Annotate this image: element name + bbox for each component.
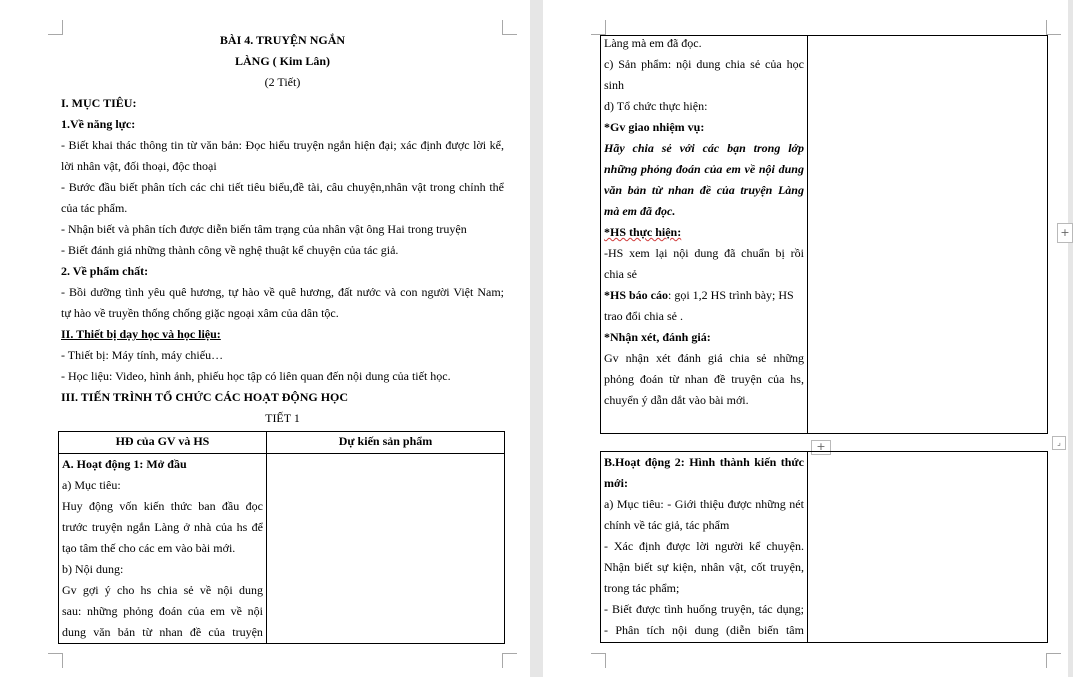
paragraph: - Nhận biết và phân tích được diễn biến tâm trạng của nhân vật ông Hai trong truyện [61,222,467,236]
activity-table-part-b [600,451,1048,643]
table-line: chia sẻ [604,267,637,281]
table-line: *HS báo cáo: gọi 1,2 HS trình bày; HS [604,288,794,302]
document-page-left [0,0,530,677]
table-line: a) Mục tiêu: - Giới thiệu được những nét [604,497,804,511]
paragraph: - Thiết bị: Máy tính, máy chiếu… [61,348,224,362]
table-line: Gv gợi ý cho hs chia sẻ về nội dung [62,583,263,597]
table-line: a) Mục tiêu: [62,478,121,492]
table-line: chuyển ý dẫn dắt vào bài mới. [604,393,749,407]
subsection-competence: 1.Về năng lực: [61,117,136,131]
section-heading-equipment: II. Thiết bị dạy học và học liệu: [61,327,221,341]
table-line: những phỏng đoán của em về nội dung [604,162,804,176]
table-line: d) Tổ chức thực hiện: [604,99,708,113]
crop-mark [502,653,517,668]
section-heading-process: III. TIẾN TRÌNH TỔ CHỨC CÁC HOẠT ĐỘNG HỌC [61,390,349,404]
paragraph: tự hào về truyền thống chống giặc ngoại xâm của dân tộc. [61,306,339,320]
table-line: trước truyện ngắn Làng ở nhà của hs để [62,520,263,534]
paragraph: của tác phẩm. [61,201,128,215]
table-cell-activities[interactable] [601,452,808,643]
table-line: A. Hoạt động 1: Mở đầu [62,457,187,471]
lesson-subtitle: LÀNG ( Kim Lân) [234,54,330,68]
table-line: -HS xem lại nội dung đã chuẩn bị rồi [604,246,804,260]
table-line: *Nhận xét, đánh giá: [604,330,711,344]
section-heading-objectives: I. MỤC TIÊU: [61,96,137,110]
table-line: sau: những phỏng đoán của em về nội [62,604,263,618]
table-line: dung văn bản từ nhan đề của truyện [62,625,263,639]
table-line: mà em đã đọc. [604,204,676,218]
table-line: c) Sản phẩm: nội dung chia sẻ của học [604,57,804,71]
table-line: trao đổi chia sẻ . [604,309,683,323]
table-line: b) Nội dung: [62,562,124,576]
table-line: Nhận biết sự kiện, nhân vật, cốt truyện, [604,560,804,574]
table-line: - Xác định được lời người kể chuyện. [604,539,804,553]
lesson-period: TIẾT 1 [265,411,300,425]
table-line: mới: [604,476,628,490]
add-row-button[interactable]: + [811,440,831,455]
crop-mark [1046,653,1061,668]
paragraph: lời nhân vật, đối thoại, độc thoại [61,159,217,173]
subsection-qualities: 2. Về phẩm chất: [61,264,149,278]
table-cell-products[interactable] [807,36,1047,434]
table-cell-products[interactable] [266,454,504,644]
table-line: Hãy chia sẻ với các bạn trong lớp [604,141,804,155]
table-header-expected-product[interactable]: Dự kiến sản phẩm [266,432,504,454]
table-line: B.Hoạt động 2: Hình thành kiến thức [604,455,804,469]
table-line: Làng mà em đã đọc. [604,36,702,50]
resize-handle-icon[interactable]: ⌟ [1052,436,1066,450]
crop-mark [1046,20,1061,35]
table-line: chính về tác giả, tác phẩm [604,518,730,532]
table-line: - Biết được tình huống truyện, tác dụng; [604,602,804,616]
paragraph: - Bồi dưỡng tình yêu quê hương, tự hào về quê hương, đất nước và con người Việt Nam; [61,285,504,299]
table-line: *Gv giao nhiệm vụ: [604,120,705,134]
table-line: phỏng đoán từ nhan đề truyện của hs, [604,372,804,386]
paragraph: - Biết khai thác thông tin từ văn bản: Đọc hiểu truyện ngắn hiện đại; xác định được lời kể, [61,138,504,152]
crop-mark [591,653,606,668]
lesson-duration: (2 Tiết) [264,75,301,89]
lesson-title: BÀI 4. TRUYỆN NGẮN [219,33,346,47]
paragraph: - Biết đánh giá những thành công về nghệ thuật kể chuyện của tác giả. [61,243,399,257]
table-line: Huy động vốn kiến thức ban đầu đọc [62,499,263,513]
add-column-button[interactable]: + [1057,223,1073,243]
paragraph: - Học liệu: Video, hình ảnh, phiếu học tập có liên quan đến nội dung của tiết học. [61,369,451,383]
table-line: *HS thực hiện: [604,225,682,239]
table-cell-activities[interactable] [59,454,267,644]
table-line: văn bản từ nhan đề của truyện Làng [604,183,804,197]
activity-table [58,431,505,644]
table-line: Gv nhận xét đánh giá chia sẻ những [604,351,804,365]
table-line: trong tác phẩm; [604,581,680,595]
table-cell-products[interactable] [807,452,1047,643]
table-line: sinh [604,78,625,92]
document-page-right [543,0,1068,677]
table-line: - Phân tích nội dung (diễn biến tâm [604,623,804,637]
activity-table-continued [600,35,1048,434]
table-line: tạo tâm thế cho các em vào bài mới. [62,541,236,555]
table-cell-activities[interactable] [601,36,808,434]
table-header-teacher-student[interactable]: HĐ của GV và HS [59,432,267,454]
crop-mark [48,653,63,668]
paragraph: - Bước đầu biết phân tích các chi tiết tiêu biểu,đề tài, câu chuyện,nhân vật trong chỉnh thể [61,180,504,194]
